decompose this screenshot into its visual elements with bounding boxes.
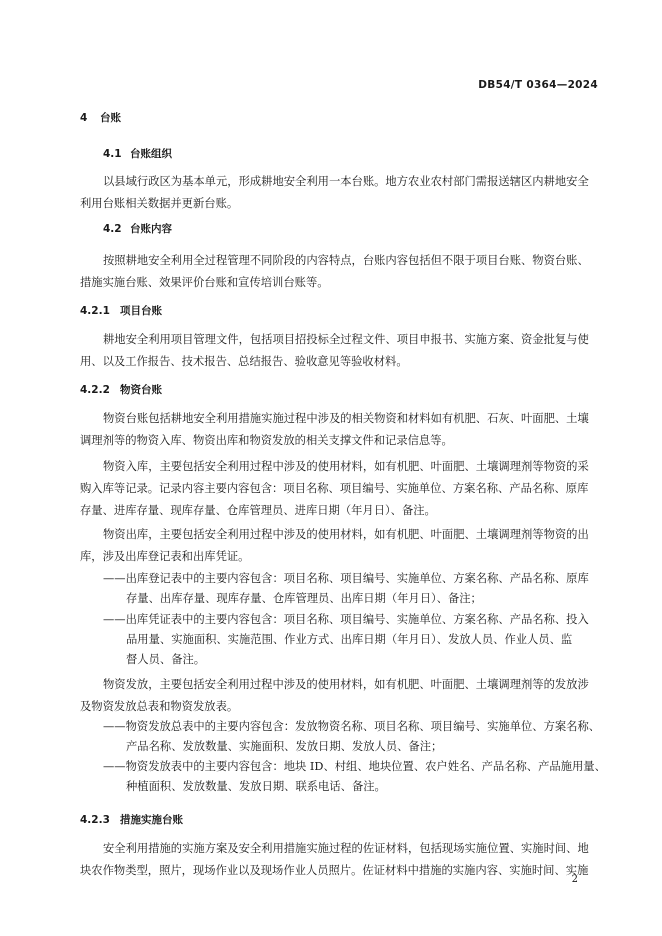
- paragraph-line: 库，涉及出库登记表和出库凭证。: [80, 550, 250, 563]
- standard-code: DB54/T 0364—2024: [478, 79, 598, 91]
- paragraph-line: 及物资发放总表和物资发放表。: [80, 700, 239, 713]
- section-title: 措施实施台账: [120, 814, 183, 826]
- section-number: 4.2: [103, 223, 122, 235]
- section-number: 4: [80, 112, 88, 124]
- paragraph-line: 调理剂等的物资入库、物资出库和物资发放的相关支撑文件和记录信息等。: [80, 434, 453, 447]
- list-item-line: ——物资发放总表中的主要内容包含：发放物资名称、项目名称、项目编号、实施单位、方案名称、: [103, 720, 601, 733]
- list-item-line: 品用量、实施面积、实施范围、作业方式、出库日期（年月日）、发放人员、作业人员、监: [126, 633, 573, 646]
- section-4-2-heading: [103, 221, 172, 236]
- paragraph-line: 存量、进库存量、现库存量、仓库管理员、进库日期（年月日）、备注。: [80, 504, 436, 517]
- section-title: 项目台账: [120, 305, 162, 317]
- section-4-2-3-heading: [80, 812, 183, 827]
- section-4-1-heading: [103, 146, 172, 161]
- list-item-line: 存量、出库存量、现库存量、仓库管理员、出库日期（年月日）、备注；: [126, 592, 482, 605]
- paragraph-line: 安全利用措施的实施方案及安全利用措施实施过程的佐证材料，包括现场实施位置、实施时间、地: [103, 842, 589, 855]
- paragraph-line: 购入库等记录。记录内容主要内容包含：项目名称、项目编号、实施单位、方案名称、产品名称、原库: [80, 482, 589, 495]
- section-title: 台账: [100, 112, 121, 124]
- paragraph-line: 物资出库，主要包括安全利用过程中涉及的使用材料，如有机肥、叶面肥、土壤调理剂等物资的出: [103, 528, 589, 541]
- paragraph-line: 物资入库，主要包括安全利用过程中涉及的使用材料，如有机肥、叶面肥、土壤调理剂等物资的采: [103, 460, 589, 473]
- section-title: 台账组织: [130, 148, 172, 160]
- paragraph-line: 利用台账相关数据并更新台账。: [80, 197, 239, 210]
- section-4-2-1-heading: [80, 303, 162, 318]
- list-item-line: ——出库凭证表中的主要内容包含：项目名称、项目编号、实施单位、方案名称、产品名称、投入: [103, 613, 589, 626]
- section-number: 4.1: [103, 148, 122, 160]
- section-title: 台账内容: [130, 223, 172, 235]
- section-title: 物资台账: [120, 384, 162, 396]
- list-item-line: 产品名称、发放数量、实施面积、发放日期、发放人员、备注；: [126, 740, 443, 753]
- paragraph-line: 措施实施台账、效果评价台账和宣传培训台账等。: [80, 276, 329, 289]
- paragraph-line: 耕地安全利用项目管理文件，包括项目招投标全过程文件、项目申报书、实施方案、资金批复与使: [103, 333, 589, 346]
- list-item-line: 种植面积、发放数量、发放日期、联系电话、备注。: [126, 780, 386, 793]
- paragraph-line: 用、以及工作报告、技术报告、总结报告、验收意见等验收材料。: [80, 355, 408, 368]
- page-number: 2: [571, 874, 578, 885]
- section-number: 4.2.3: [80, 814, 110, 826]
- section-number: 4.2.2: [80, 384, 110, 396]
- paragraph-line: 物资发放，主要包括安全利用过程中涉及的使用材料，如有机肥、叶面肥、土壤调理剂等的发放涉: [103, 678, 589, 691]
- paragraph-line: 块农作物类型，照片，现场作业以及现场作业人员照片。佐证材料中措施的实施内容、实施时间、实施: [80, 864, 589, 877]
- paragraph-line: 按照耕地安全利用全过程管理不同阶段的内容特点，台账内容包括但不限于项目台账、物资台账、: [103, 254, 589, 267]
- section-number: 4.2.1: [80, 305, 110, 317]
- list-item-line: ——物资发放表中的主要内容包含：地块 ID、村组、地块位置、农户姓名、产品名称、产品施用量、: [103, 760, 606, 773]
- paragraph-line: 物资台账包括耕地安全利用措施实施过程中涉及的相关物资和材料如有机肥、石灰、叶面肥、土壤: [103, 412, 589, 425]
- section-4-heading: [80, 110, 121, 125]
- list-item-line: 督人员、备注。: [126, 653, 206, 666]
- list-item-line: ——出库登记表中的主要内容包含：项目名称、项目编号、实施单位、方案名称、产品名称、原库: [103, 572, 589, 585]
- section-4-2-2-heading: [80, 382, 162, 397]
- paragraph-line: 以县域行政区为基本单元，形成耕地安全利用一本台账。地方农业农村部门需报送辖区内耕地安全: [103, 175, 589, 188]
